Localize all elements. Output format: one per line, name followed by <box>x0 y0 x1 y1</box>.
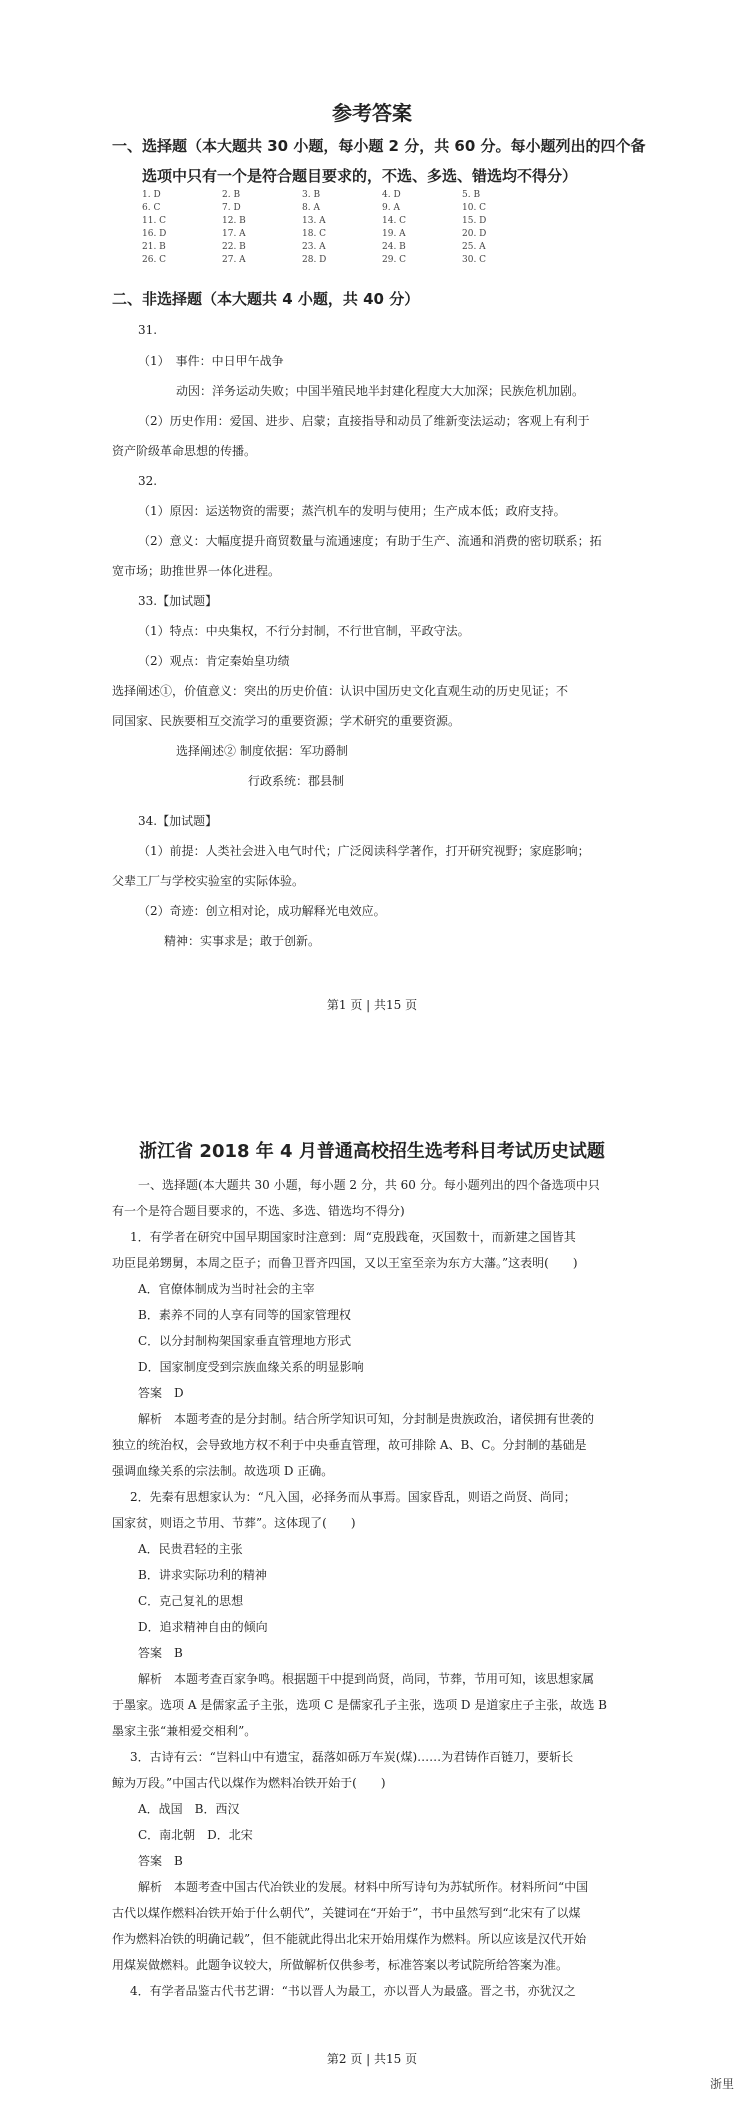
answer-line: （1） 事件：中日甲午战争 <box>138 354 284 368</box>
answer-line: （2）奇迹：创立相对论，成功解释光电效应。 <box>138 904 386 918</box>
answer-cell: 19. A <box>382 229 406 239</box>
answer: 答案 D <box>138 1386 184 1400</box>
answer-cell: 9. A <box>382 203 400 213</box>
answer-line: （1）前提：人类社会进入电气时代；广泛阅读科学著作，打开研究视野；家庭影响； <box>138 844 590 858</box>
answer-cell: 23. A <box>302 242 326 252</box>
answer-cell: 13. A <box>302 216 326 226</box>
answer-cell: 6. C <box>142 203 161 213</box>
question-4: 4．有学者品鉴古代书艺谓：“书以晋人为最工，亦以晋人为最盛。晋之书，亦犹汉之 <box>130 1984 576 1998</box>
answer-cell: 14. C <box>382 216 407 226</box>
answer-cell: 16. D <box>142 229 167 239</box>
answer-cell: 3. B <box>302 190 321 200</box>
answer-cell: 12. B <box>222 216 246 226</box>
answer-cell: 15. D <box>462 216 487 226</box>
question-31-label: 31. <box>138 323 158 337</box>
option: D．追求精神自由的倾向 <box>138 1620 268 1634</box>
answer-line: 同国家、民族要相互交流学习的重要资源；学术研究的重要资源。 <box>112 714 461 728</box>
answer-line: （1）特点：中央集权，不行分封制，不行世官制，平政守法。 <box>138 624 470 638</box>
exam-title: 浙江省 2018 年 4 月普通高校招生选考科目考试历史试题 <box>139 1141 605 1162</box>
analysis: 解析 本题考查的是分封制。结合所学知识可知，分封制是贵族政治，诸侯拥有世袭的 <box>138 1412 595 1426</box>
analysis: 解析 本题考查中国古代冶铁业的发展。材料中所写诗句为苏轼所作。材料所问“中国 <box>138 1880 589 1894</box>
page-1 <box>0 0 744 1050</box>
answer-line: 父辈工厂与学校实验室的实际体验。 <box>112 874 305 888</box>
answer-cell: 8. A <box>302 203 320 213</box>
page-title: 参考答案 <box>332 101 412 125</box>
answer-line: 精神：实事求是；敢于创新。 <box>164 934 321 948</box>
answer-line: 宽市场；助推世界一体化进程。 <box>112 564 281 578</box>
answer-cell: 17. A <box>222 229 246 239</box>
question-33-label: 33.【加试题】 <box>138 594 218 608</box>
option: A．民贵君轻的主张 <box>138 1542 243 1556</box>
answer: 答案 B <box>138 1854 183 1868</box>
text-line: 墨家主张“兼相爱交相利”。 <box>112 1724 257 1738</box>
question-32-label: 32. <box>138 474 158 488</box>
answer-cell: 11. C <box>142 216 167 226</box>
question-1: 1．有学者在研究中国早期国家时注意到：周“克殷践奄，灭国数十，而新建之国皆其 <box>130 1230 576 1244</box>
answer-cell: 18. C <box>302 229 327 239</box>
text-line: 作为燃料冶铁的明确记载”，但不能就此得出北宋开始用煤作为燃料。所以应该是汉代开始 <box>112 1932 587 1946</box>
answer-cell: 20. D <box>462 229 487 239</box>
question-34-label: 34.【加试题】 <box>138 814 218 828</box>
section-2-heading: 二、非选择题（本大题共 4 小题，共 40 分） <box>112 290 420 308</box>
option: C．南北朝 D．北宋 <box>138 1828 253 1842</box>
page-footer: 第1 页 | 共15 页 <box>326 998 418 1012</box>
answer-line: （2）意义：大幅度提升商贸数量与流通速度；有助于生产、流通和消费的密切联系；拓 <box>138 534 602 548</box>
answer-cell: 5. B <box>462 190 481 200</box>
option: A．官僚体制成为当时社会的主宰 <box>138 1282 315 1296</box>
answer-cell: 24. B <box>382 242 406 252</box>
answer-line: 行政系统：郡县制 <box>248 774 345 788</box>
answer-cell: 30. C <box>462 255 487 265</box>
text-line: 于墨家。选项 A 是儒家孟子主张，选项 C 是儒家孔子主张，选项 D 是道家庄子主张，故选 B <box>112 1698 607 1712</box>
option: B．素养不同的人享有同等的国家管理权 <box>138 1308 351 1322</box>
section-1-heading: 一、选择题（本大题共 30 小题，每小题 2 分，共 60 分。每小题列出的四个备 <box>112 137 646 155</box>
answer-cell: 4. D <box>382 190 401 200</box>
analysis: 解析 本题考查百家争鸣。根据题干中提到尚贤，尚同，节葬，节用可知，该思想家属 <box>138 1672 595 1686</box>
answer-grid <box>142 189 542 267</box>
answer-cell: 21. B <box>142 242 166 252</box>
answer-cell: 10. C <box>462 203 487 213</box>
answer-line: 选择阐述② 制度依据：军功爵制 <box>176 744 348 758</box>
answer-line: （2）历史作用：爱国、进步、启蒙；直接指导和动员了维新变法运动；客观上有利于 <box>138 414 590 428</box>
answer-cell: 27. A <box>222 255 246 265</box>
option: B．讲求实际功利的精神 <box>138 1568 267 1582</box>
text-line: 鲸为万段。”中国古代以煤作为燃料冶铁开始于( ) <box>112 1776 386 1790</box>
text-line: 一、选择题(本大题共 30 小题，每小题 2 分，共 60 分。每小题列出的四个备选项中只 <box>138 1178 600 1192</box>
page-2 <box>0 1050 744 2104</box>
answer-line: （2）观点：肯定秦始皇功绩 <box>138 654 290 668</box>
page-footer: 第2 页 | 共15 页 <box>326 2052 418 2066</box>
text-line: 独立的统治权，会导致地方权不利于中央垂直管理，故可排除 A、B、C。分封制的基础是 <box>112 1438 587 1452</box>
option: C．以分封制构架国家垂直管理地方形式 <box>138 1334 352 1348</box>
text-line: 有一个是符合题目要求的，不选、多选、错选均不得分) <box>112 1204 405 1218</box>
text-line: 功臣昆弟甥舅，本周之臣子；而鲁卫晋齐四国，又以王室至亲为东方大藩。”这表明( ) <box>112 1256 578 1270</box>
answer-cell: 2. B <box>222 190 241 200</box>
answer-cell: 26. C <box>142 255 167 265</box>
answer-cell: 28. D <box>302 255 327 265</box>
answer-cell: 22. B <box>222 242 246 252</box>
answer: 答案 B <box>138 1646 183 1660</box>
text-line: 用煤炭做燃料。此题争议较大，所做解析仅供参考，标准答案以考试院所给答案为准。 <box>112 1958 569 1972</box>
answer-cell: 25. A <box>462 242 486 252</box>
text-line: 国家贫，则语之节用、节葬”。这体现了( ) <box>112 1516 356 1530</box>
text-line: 古代以煤作燃料冶铁开始于什么朝代”，关键词在“开始于”，书中虽然写到“北宋有了以煤 <box>112 1906 581 1920</box>
answer-line: 资产阶级革命思想的传播。 <box>112 444 257 458</box>
answer-line: （1）原因：运送物资的需要；蒸汽机车的发明与使用；生产成本低；政府支持。 <box>138 504 566 518</box>
corner-watermark-text: 浙里 <box>709 2077 734 2091</box>
option: C．克己复礼的思想 <box>138 1594 244 1608</box>
answer-cell: 7. D <box>222 203 241 213</box>
answer-line: 选择阐述①，价值意义：突出的历史价值：认识中国历史文化直观生动的历史见证；不 <box>112 684 569 698</box>
question-2: 2．先秦有思想家认为：“凡入国，必择务而从事焉。国家昏乱，则语之尚贤、尚同； <box>130 1490 576 1504</box>
answer-line: 动因：洋务运动失败；中国半殖民地半封建化程度大大加深；民族危机加剧。 <box>176 384 585 398</box>
section-1-heading-cont: 选项中只有一个是符合题目要求的，不选、多选、错选均不得分） <box>142 167 578 185</box>
option: D．国家制度受到宗族血缘关系的明显影响 <box>138 1360 364 1374</box>
text-line: 强调血缘关系的宗法制。故选项 D 正确。 <box>112 1464 334 1478</box>
question-3: 3．古诗有云：“岂料山中有遗宝，磊落如砾万车炭(煤)……为君铸作百链刀，要斩长 <box>130 1750 574 1764</box>
option: A．战国 B．西汉 <box>138 1802 240 1816</box>
answer-cell: 29. C <box>382 255 407 265</box>
answer-cell: 1. D <box>142 190 161 200</box>
